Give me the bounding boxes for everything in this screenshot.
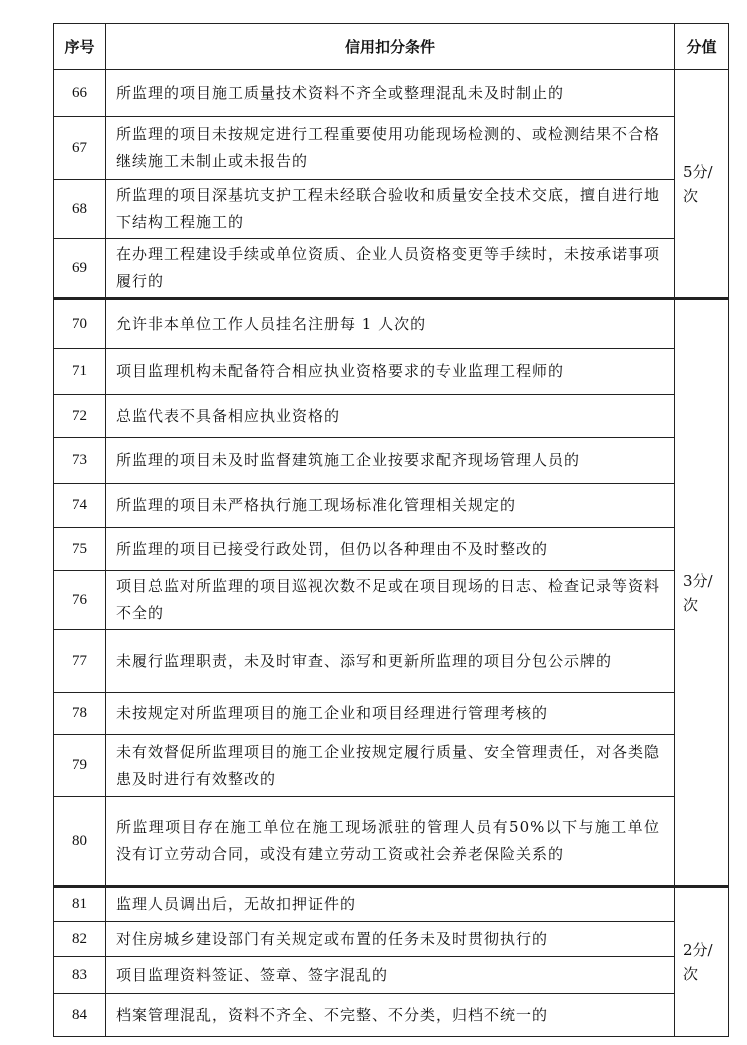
row-number: 69 <box>54 239 106 299</box>
row-condition: 项目监理资料签证、签章、签字混乱的 <box>106 957 675 994</box>
table-row <box>54 630 729 693</box>
row-number: 84 <box>54 994 106 1037</box>
score-2: 2分/次 <box>675 887 729 1037</box>
row-condition: 未履行监理职责，未及时审查、添写和更新所监理的项目分包公示牌的 <box>106 630 675 693</box>
row-number: 80 <box>54 797 106 887</box>
table-row <box>54 438 729 484</box>
row-number: 68 <box>54 180 106 239</box>
row-condition: 总监代表不具备相应执业资格的 <box>106 395 675 438</box>
row-number: 79 <box>54 735 106 797</box>
score-3: 3分/次 <box>675 299 729 887</box>
row-condition: 在办理工程建设手续或单位资质、企业人员资格变更等手续时，未按承诺事项履行的 <box>106 239 675 299</box>
table-row <box>54 994 729 1037</box>
row-number: 83 <box>54 957 106 994</box>
table-row <box>54 299 729 349</box>
header-no: 序号 <box>54 24 106 70</box>
row-condition: 未有效督促所监理项目的施工企业按规定履行质量、安全管理责任，对各类隐患及时进行有效整改的 <box>106 735 675 797</box>
row-condition: 所监理项目存在施工单位在施工现场派驻的管理人员有50%以下与施工单位没有订立劳动合同，或没有建立劳动工资或社会养老保险关系的 <box>106 797 675 887</box>
row-condition: 所监理的项目已接受行政处罚，但仍以各种理由不及时整改的 <box>106 528 675 571</box>
row-condition: 所监理的项目未及时监督建筑施工企业按要求配齐现场管理人员的 <box>106 438 675 484</box>
row-condition: 所监理的项目未按规定进行工程重要使用功能现场检测的、或检测结果不合格继续施工未制止或未报告的 <box>106 117 675 180</box>
table-row <box>54 957 729 994</box>
row-number: 71 <box>54 349 106 395</box>
row-number: 66 <box>54 70 106 117</box>
table-row <box>54 528 729 571</box>
row-condition: 档案管理混乱，资料不齐全、不完整、不分类，归档不统一的 <box>106 994 675 1037</box>
header-score: 分值 <box>675 24 729 70</box>
table-header-row <box>54 24 729 70</box>
row-number: 77 <box>54 630 106 693</box>
table-row <box>54 395 729 438</box>
row-condition: 项目总监对所监理的项目巡视次数不足或在项目现场的日志、检查记录等资料不全的 <box>106 571 675 630</box>
row-number: 70 <box>54 299 106 349</box>
row-number: 78 <box>54 693 106 735</box>
row-number: 73 <box>54 438 106 484</box>
table-row <box>54 484 729 528</box>
row-number: 75 <box>54 528 106 571</box>
row-number: 74 <box>54 484 106 528</box>
table-row <box>54 797 729 887</box>
row-condition: 对住房城乡建设部门有关规定或布置的任务未及时贯彻执行的 <box>106 922 675 957</box>
row-condition: 未按规定对所监理项目的施工企业和项目经理进行管理考核的 <box>106 693 675 735</box>
row-number: 81 <box>54 887 106 922</box>
header-condition: 信用扣分条件 <box>106 24 675 70</box>
row-condition: 所监理的项目施工质量技术资料不齐全或整理混乱未及时制止的 <box>106 70 675 117</box>
table-row <box>54 887 729 922</box>
table-row <box>54 922 729 957</box>
score-5: 5分/次 <box>675 70 729 299</box>
row-condition: 项目监理机构未配备符合相应执业资格要求的专业监理工程师的 <box>106 349 675 395</box>
table-row <box>54 239 729 299</box>
table-row <box>54 735 729 797</box>
table-row <box>54 117 729 180</box>
table-row <box>54 349 729 395</box>
table-row <box>54 180 729 239</box>
table-row <box>54 693 729 735</box>
row-number: 72 <box>54 395 106 438</box>
table-row <box>54 70 729 117</box>
row-number: 82 <box>54 922 106 957</box>
row-condition: 监理人员调出后，无故扣押证件的 <box>106 887 675 922</box>
credit-deduction-table <box>53 23 729 1037</box>
row-condition: 允许非本单位工作人员挂名注册每 1 人次的 <box>106 299 675 349</box>
table-row <box>54 571 729 630</box>
row-number: 76 <box>54 571 106 630</box>
row-condition: 所监理的项目深基坑支护工程未经联合验收和质量安全技术交底，擅自进行地下结构工程施工的 <box>106 180 675 239</box>
row-number: 67 <box>54 117 106 180</box>
row-condition: 所监理的项目未严格执行施工现场标准化管理相关规定的 <box>106 484 675 528</box>
